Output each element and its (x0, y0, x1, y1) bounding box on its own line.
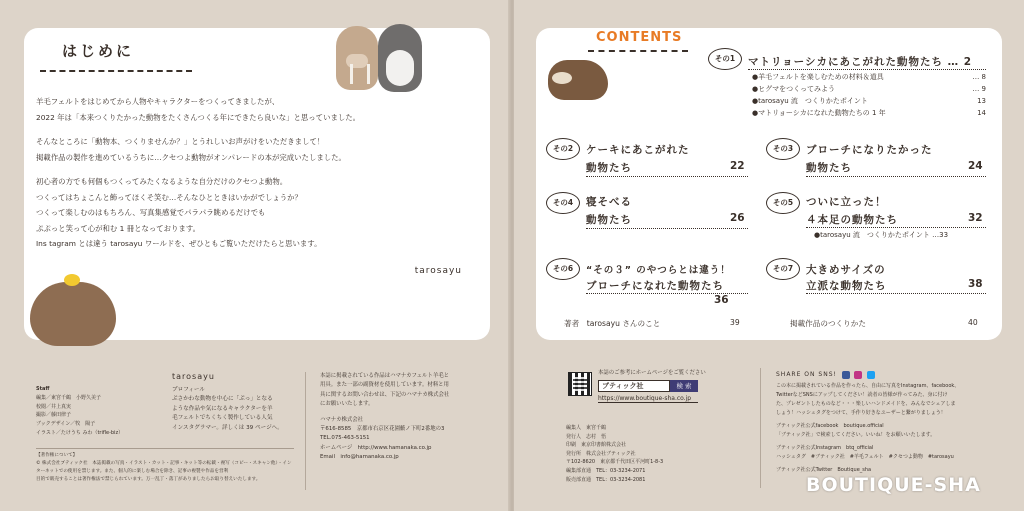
supplier-info (320, 372, 500, 463)
intro-line: つくってはちょこんと飾ってほくそ笑む…そんなひとときはいかがでしょうか？ (36, 192, 302, 202)
seal-figure (378, 24, 422, 92)
intro-line: つくって楽しむのはもちろん、写真集感覚でパラパラ眺めるだけでも (36, 208, 266, 217)
chapter-6-page: 36 (714, 294, 729, 306)
author-name: tarosayu (172, 372, 215, 381)
sns-line: 「ブティック社」で検索してください。いいね！をお願いいたします。 (776, 432, 936, 438)
chapter-2-underline (586, 176, 748, 177)
facebook-icon[interactable] (842, 371, 850, 379)
chapter-7-title-line2[interactable]: 立派な動物たち (806, 280, 887, 292)
colophon-line: 発行所 株式会社ブティック社 (566, 450, 636, 457)
intro-signature: tarosayu (414, 266, 462, 276)
chapter-5-sub[interactable]: ●tarosayu 流 つくりかたポイント …33 (814, 231, 949, 239)
chapter-1-sub[interactable] (752, 96, 986, 108)
sns-line: この本に掲載されている作品を作ったら、自由に写真をInstagram、facebook、 (776, 383, 960, 389)
copyright-notice (36, 448, 294, 484)
staff-line: ブックデザイン／牧 陽子 (36, 421, 96, 428)
chapter-3-badge: その3 (766, 138, 800, 160)
sns-line: ブティック社公式Twitter Boutique_sha (776, 467, 872, 473)
chapter-5-badge: その5 (766, 192, 800, 214)
promo-caption: 本誌のご参考にホームページをご覧ください (598, 370, 706, 376)
colophon-line: 〒102-8620 東京都千代田区平河町1-8-3 (566, 459, 664, 466)
staff-heading: Staff (36, 386, 50, 392)
intro-line: 羊毛フェルトをはじめてから人物やキャラクターをつくってきましたが、 (36, 97, 280, 106)
chapter-6-badge: その6 (546, 258, 580, 280)
contents-title-underline (588, 50, 688, 52)
author-bio (172, 372, 296, 434)
intro-body (36, 94, 446, 252)
chapter-4-page: 26 (730, 212, 745, 224)
sub-label: ●ヒグマをつくってみよう (752, 85, 835, 93)
sns-info (776, 370, 1012, 475)
colophon-line: 発行人 志村 悟 (566, 433, 607, 440)
sns-line: ハッシュタグ #ブティック社 #羊毛フェルト #クセつよ動物 #tarosayu (776, 454, 954, 460)
chapter-4-underline (586, 228, 748, 229)
chapter-2-page: 22 (730, 160, 745, 172)
sub-page: 14 (977, 109, 986, 117)
staff-credits (36, 385, 123, 438)
walrus-figure (336, 26, 378, 90)
chapter-3-underline (806, 176, 986, 177)
chapter-7-badge: その7 (766, 258, 800, 280)
chapter-6-title-line1[interactable]: “その３” のやつらとは違う！ (586, 265, 731, 276)
intro-line: 掲載作品の製作を進めているうちに…クセつよ動物がオンパレードの本が完成いたしました。 (36, 152, 346, 162)
sub-label: ●マトリョーシカになれた動物たちの 1 年 (752, 109, 886, 117)
copyright-line: 目的で販売することは著作権法で禁じられています。万一乱丁・落丁がありましたらお取り替えいたします。 (36, 477, 261, 482)
sub-label: ●羊毛フェルトを楽しむための材料＆道具 (752, 73, 884, 81)
sns-line: ブティック社公式facebook boutique.official (776, 423, 884, 429)
capybara-figure (30, 282, 116, 346)
chapter-5-page: 32 (968, 212, 983, 224)
supplier-detail-line: ハマナカ株式会社 (320, 416, 364, 423)
chapter-4-badge: その4 (546, 192, 580, 214)
publisher-search-input[interactable]: ブティック社 (598, 380, 670, 392)
bio-line: ような作品や気になるキャラクターを羊 (172, 405, 273, 412)
chapter-5-title-line2[interactable]: ４本足の動物たち (806, 214, 898, 226)
supplier-email[interactable]: Email info@hamanaka.co.jp (320, 454, 399, 461)
bio-line: ぷさかわな動物を中心に「ぷっ」となる (172, 396, 273, 403)
intro-line: 初心者の方でも何個もつくってみたくなるような自分だけのクセつよ動物。 (36, 177, 288, 186)
intro-line: そんなところに「動物本、つくりませんか？」とうれしいお声がけをいただきまして！ (36, 137, 325, 146)
staff-line: イラスト／たけうち みわ（trifle-biz） (36, 429, 124, 436)
sub-page: 13 (977, 97, 986, 105)
chapter-3-title-line2[interactable]: 動物たち (806, 162, 852, 174)
chapter-1-sub[interactable] (752, 108, 986, 120)
contents-title: CONTENTS (596, 30, 683, 45)
staff-line: 撮影／藤田律子 (36, 412, 72, 419)
supplier-notice-line: 本誌に掲載されている作品はハマナカフェルト羊毛と (320, 373, 449, 379)
supplier-notice-line: にお願いいたします。 (320, 401, 374, 408)
staff-line: 校閲／井上真実 (36, 403, 72, 410)
chapter-1-badge: その1 (708, 48, 742, 70)
column-divider (760, 368, 761, 488)
chapter-1-sub[interactable] (752, 84, 986, 96)
copyright-heading: 【著作権について】 (36, 453, 78, 458)
sns-heading: SHARE ON SNS! (776, 371, 837, 378)
chapter-1-sub[interactable] (752, 72, 986, 84)
publisher-search-button[interactable]: 検 索 (670, 380, 698, 392)
column-divider (305, 372, 306, 490)
sub-page: … 9 (972, 85, 986, 93)
colophon-line: 編集人 東宮千鶴 (566, 425, 607, 431)
sns-line: TwitterなどSNSにアップしてください！読者の皆様が作ってみた、身に付け (776, 392, 948, 398)
chapter-1-underline (748, 69, 986, 70)
chapter-1-title[interactable]: マトリョーシカにあこがれた動物たち … 2 (748, 56, 973, 68)
sns-line: た、プレゼントしたものなど・・・楽しいハンドメイドを、みんなでシェアしま (776, 401, 956, 407)
intro-line: Ins tagram とは違う tarosayu ワールドを、ぜひともご覧いただけたらと思います。 (36, 239, 322, 248)
chapter-3-page: 24 (968, 160, 983, 172)
instructions-link[interactable]: 掲載作品のつくりかた (790, 319, 866, 328)
supplier-website[interactable]: ホームページ http://www.hamanaka.co.jp (320, 444, 432, 451)
chapter-7-underline (806, 293, 986, 294)
supplier-notice-line: 用具。また一部の副資材を使用しています。材料と用 (320, 382, 449, 389)
bio-line: 毛フェルトでちくちく製作している人気 (172, 415, 273, 422)
colophon (566, 424, 663, 484)
sub-page: … 8 (972, 73, 986, 81)
supplier-notice-line: 具に関するお問い合わせは、下記のハマナカ株式会社 (320, 391, 450, 398)
colophon-line: 編集部直通 TEL：03-3234-2071 (566, 467, 646, 474)
instructions-page-number: 40 (968, 318, 978, 327)
chapter-6-title-line2[interactable]: ブローチになれた動物たち (586, 280, 724, 292)
twitter-icon[interactable] (867, 371, 875, 379)
chapter-4-title-line2[interactable]: 動物たち (586, 214, 632, 226)
tanuki-figure (548, 60, 608, 100)
intro-line: ぷぷっと笑って心が和む 1 冊となっております。 (36, 223, 201, 233)
sns-line: しょう！ハッシュタグをつけて、手作り好きなユーザーと繋がりましょう！ (776, 410, 946, 416)
chapter-4-title-line1[interactable]: 寝そべる (586, 196, 632, 208)
sub-label: ●tarosayu 流 つくりかたポイント (752, 97, 868, 105)
colophon-line: 販売部直通 TEL：03-3234-2081 (566, 476, 646, 483)
publisher-logo: BOUTIQUE-SHA (806, 474, 981, 496)
chapter-2-title-line2[interactable]: 動物たち (586, 162, 632, 174)
intro-line: 2022 年は「本来つくりたかった動物をたくさんつくる年にできたら良いな」と思っていました。 (36, 112, 361, 122)
colophon-line: 印刷 東京印書館株式会社 (566, 442, 627, 449)
intro-title-underline (40, 70, 192, 72)
instagram-icon[interactable] (854, 371, 862, 379)
bio-line: プロフィール (172, 386, 206, 393)
intro-title: はじめに (62, 42, 135, 60)
chapter-7-title-line1[interactable]: 大きめサイズの (806, 264, 886, 276)
url-underline (598, 402, 698, 403)
publisher-url[interactable]: https://www.boutique-sha.co.jp (598, 395, 692, 402)
chapter-5-underline (806, 227, 986, 228)
copyright-line: © 株式会社ブティック社 本誌掲載の写真・イラスト・カット・記事・キット等の転載・複写（コピー・スキャン他）・インターネットでの使用を禁じます。また、個人的に楽しむ場合を除き、記事の複製や作品を営利 (36, 461, 292, 474)
author-page-link[interactable]: 著者 tarosayu さんのこと (564, 319, 661, 328)
bio-line: インスタグラマー。詳しくは 39 ページへ。 (172, 424, 283, 431)
chapter-2-title-line1[interactable]: ケーキにあこがれた (586, 144, 690, 156)
supplier-detail-line: 〒616-8585 京都市右京区花園藪ノ下町2番地の3 (320, 426, 445, 433)
left-page (0, 0, 510, 511)
chapter-3-title-line1[interactable]: ブローチになりたかった (806, 144, 933, 156)
author-page-number: 39 (730, 318, 740, 327)
qr-code[interactable] (568, 372, 592, 396)
chapter-2-badge: その2 (546, 138, 580, 160)
sns-line: ブティック社公式Instagram btq_official (776, 445, 874, 451)
supplier-detail-line: TEL.075-463-5151 (320, 435, 370, 442)
chapter-5-title-line1[interactable]: ついに立った！ (806, 196, 887, 208)
chapter-7-page: 38 (968, 278, 983, 290)
staff-line: 編集／東宮千鶴 小野久美子 (36, 394, 102, 401)
